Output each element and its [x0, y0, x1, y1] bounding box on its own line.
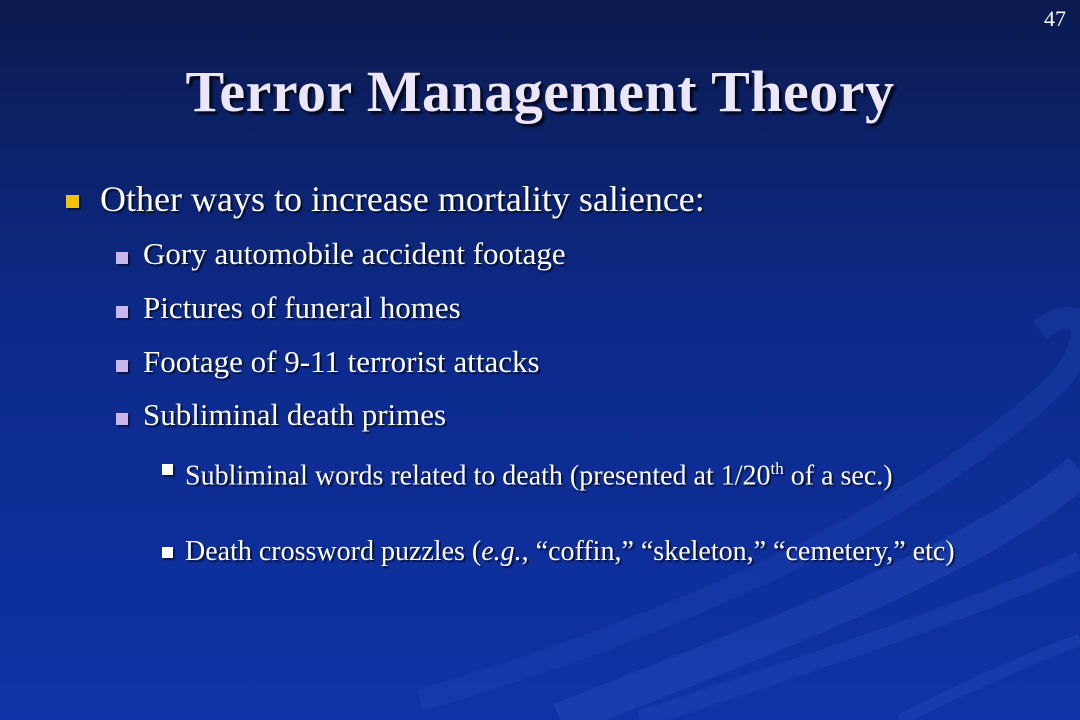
bullet-text: Death crossword puzzles ( — [185, 536, 482, 567]
bullet-superscript: th — [770, 459, 784, 478]
square-bullet-icon — [116, 360, 128, 372]
bullet-text: Subliminal words related to death (presented at 1/20 — [185, 460, 771, 492]
bullet-sub-3: Footage of 9-11 terrorist attacks — [143, 344, 540, 379]
square-bullet-icon — [116, 413, 128, 425]
square-bullet-icon — [116, 306, 128, 318]
bullet-main: Other ways to increase mortality salience: — [100, 179, 705, 219]
square-bullet-icon — [162, 547, 173, 558]
slide-number: 47 — [1044, 6, 1066, 31]
bullet-text: , “coffin,” “skeleton,” “cemetery,” etc) — [521, 536, 955, 567]
slide-title: Terror Management Theory — [185, 59, 895, 124]
bullet-text: of a sec.) — [783, 460, 893, 492]
square-bullet-icon — [116, 252, 128, 264]
bullet-sub-4: Subliminal death primes — [143, 397, 447, 432]
bullet-italic-text: e.g. — [481, 536, 522, 567]
bullet-sub-2: Pictures of funeral homes — [143, 290, 461, 325]
bullet-sub-1: Gory automobile accident footage — [143, 236, 566, 271]
bullet-sub-4-item-1 — [185, 451, 1045, 493]
square-bullet-icon — [162, 464, 173, 475]
square-bullet-icon — [66, 195, 79, 208]
bullet-sub-4-item-2 — [185, 534, 1045, 569]
